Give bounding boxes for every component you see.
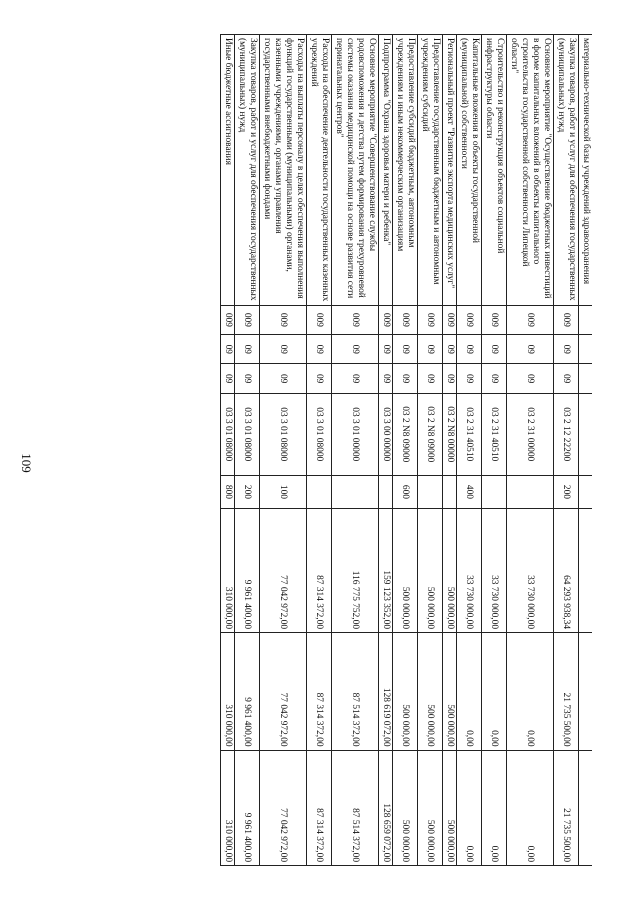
expense-type-code: [507, 475, 554, 509]
sum-year-3: 500 000,00: [418, 750, 443, 865]
expense-type-code: [443, 475, 457, 509]
expense-type-code: 800: [221, 475, 235, 509]
glava-code: 009: [332, 305, 379, 334]
sum-year-2: 0,00: [507, 633, 554, 751]
glava-code: 009: [507, 305, 554, 334]
razdel-code: 09: [554, 335, 579, 364]
sum-year-2: 87 514 372,00: [332, 633, 379, 751]
row-name: Предоставление субсидий бюджетным, автономным учреждениям и иным некоммерческим организациям: [393, 35, 418, 306]
sum-year-3: 500 000,00: [393, 750, 418, 865]
podrazdel-code: 09: [235, 364, 260, 393]
table-row: [418, 35, 443, 866]
sum-year-3: 87 314 372,00: [307, 750, 332, 865]
sum-year-2: 21 735 500,00: [554, 633, 579, 751]
sum-year-2: 500 000,00: [418, 633, 443, 751]
sum-year-3: 0,00: [457, 750, 482, 865]
podrazdel-code: 09: [457, 364, 482, 393]
glava-code: 009: [457, 305, 482, 334]
razdel-code: 09: [443, 335, 457, 364]
sum-year-1: 64 293 938,34: [554, 509, 579, 633]
podrazdel-code: 09: [418, 364, 443, 393]
sum-year-1: 33 730 000,00: [507, 509, 554, 633]
sum-year-1: 33 730 000,00: [482, 509, 507, 633]
sum-year-1: 310 000,00: [221, 509, 235, 633]
sum-year-1: [579, 509, 593, 633]
expense-type-code: [307, 475, 332, 509]
razdel-code: 09: [507, 335, 554, 364]
target-article-code: 03 2 N8 00000: [443, 393, 457, 475]
table-row: [507, 35, 554, 866]
budget-table-body: [221, 35, 593, 866]
podrazdel-code: 09: [393, 364, 418, 393]
target-article-code: 03 3 01 00000: [332, 393, 379, 475]
podrazdel-code: 09: [507, 364, 554, 393]
glava-code: 009: [379, 305, 393, 334]
sum-year-3: 310 000,00: [221, 750, 235, 865]
sum-year-2: 0,00: [482, 633, 507, 751]
razdel-code: 09: [418, 335, 443, 364]
podrazdel-code: 09: [260, 364, 307, 393]
target-article-code: 03 2 31 40510: [457, 393, 482, 475]
sum-year-2: 500 000,00: [443, 633, 457, 751]
sum-year-2: 9 961 400,00: [235, 633, 260, 751]
sum-year-2: 310 000,00: [221, 633, 235, 751]
target-article-code: 03 3 01 08000: [307, 393, 332, 475]
sum-year-3: 21 735 500,00: [554, 750, 579, 865]
table-row: [260, 35, 307, 866]
razdel-code: [579, 335, 593, 364]
target-article-code: 03 3 00 00000: [379, 393, 393, 475]
podrazdel-code: 09: [379, 364, 393, 393]
row-name: Строительство и реконструкция объектов социальной инфраструктуры области: [482, 35, 507, 306]
razdel-code: 09: [235, 335, 260, 364]
expense-type-code: [379, 475, 393, 509]
razdel-code: 09: [332, 335, 379, 364]
sum-year-2: 128 619 072,00: [379, 633, 393, 751]
target-article-code: 03 2 31 40510: [482, 393, 507, 475]
budget-table: [220, 34, 592, 866]
sum-year-3: 77 042 972,00: [260, 750, 307, 865]
sum-year-3: 87 514 372,00: [332, 750, 379, 865]
table-row: [235, 35, 260, 866]
target-article-code: 03 2 N8 09000: [393, 393, 418, 475]
row-name: Расходы на выплаты персоналу в целях обеспечения выполнения функций государственными (муниципальными) органами, казенными учреждениями, органами управления государственными внебюджетными фондами: [260, 35, 307, 306]
table-row: [443, 35, 457, 866]
sum-year-3: 0,00: [482, 750, 507, 865]
podrazdel-code: [579, 364, 593, 393]
glava-code: 009: [307, 305, 332, 334]
glava-code: 009: [482, 305, 507, 334]
table-row: [332, 35, 379, 866]
sum-year-3: 500 000,00: [443, 750, 457, 865]
page-number: 109: [19, 453, 34, 473]
sum-year-1: 500 000,00: [418, 509, 443, 633]
table-row: [307, 35, 332, 866]
glava-code: 009: [221, 305, 235, 334]
table-row: [579, 35, 593, 866]
sum-year-1: 116 775 752,00: [332, 509, 379, 633]
podrazdel-code: 09: [332, 364, 379, 393]
glava-code: [579, 305, 593, 334]
sum-year-2: 77 042 972,00: [260, 633, 307, 751]
row-name: Основное мероприятие "Осуществление бюджетных инвестиций в форме капитальных вложений в объекты капитального строительства государственной собственности Липецкой области": [507, 35, 554, 306]
target-article-code: [579, 393, 593, 475]
target-article-code: 03 2 12 22200: [554, 393, 579, 475]
row-name: Расходы на обеспечение деятельности государственных казенных учреждений: [307, 35, 332, 306]
target-article-code: 03 3 01 08000: [260, 393, 307, 475]
row-name: Основное мероприятие "Совершенствование службы родовспоможения и детства путем формирования трехуровневой системы оказания медицинской помощи на основе развития сети перинатальных центров": [332, 35, 379, 306]
target-article-code: 03 2 N8 09000: [418, 393, 443, 475]
sum-year-1: 500 000,00: [443, 509, 457, 633]
podrazdel-code: 09: [307, 364, 332, 393]
glava-code: 009: [418, 305, 443, 334]
glava-code: 009: [235, 305, 260, 334]
target-article-code: 03 3 01 08000: [235, 393, 260, 475]
sum-year-3: 0,00: [507, 750, 554, 865]
sum-year-2: 0,00: [457, 633, 482, 751]
glava-code: 009: [443, 305, 457, 334]
glava-code: 009: [260, 305, 307, 334]
table-row: [482, 35, 507, 866]
table-row: [393, 35, 418, 866]
sum-year-1: 9 961 400,00: [235, 509, 260, 633]
table-row: [457, 35, 482, 866]
row-name: Предоставление государственным бюджетным и автономным учреждениям субсидий: [418, 35, 443, 306]
razdel-code: 09: [307, 335, 332, 364]
expense-type-code: [482, 475, 507, 509]
sum-year-2: 87 314 372,00: [307, 633, 332, 751]
row-name: Капитальные вложения в объекты государственной (муниципальной) собственности: [457, 35, 482, 306]
sum-year-1: 500 000,00: [393, 509, 418, 633]
razdel-code: 09: [393, 335, 418, 364]
expense-type-code: 600: [393, 475, 418, 509]
table-row: [554, 35, 579, 866]
sum-year-1: 159 123 352,00: [379, 509, 393, 633]
expense-type-code: [418, 475, 443, 509]
glava-code: 009: [393, 305, 418, 334]
expense-type-code: 400: [457, 475, 482, 509]
row-name: Закупка товаров, работ и услуг для обеспечения государственных (муниципальных) нужд: [554, 35, 579, 306]
target-article-code: 03 2 31 00000: [507, 393, 554, 475]
sum-year-2: [579, 633, 593, 751]
row-name: Закупка товаров, работ и услуг для обеспечения государственных (муниципальных) нужд: [235, 35, 260, 306]
razdel-code: 09: [482, 335, 507, 364]
podrazdel-code: 09: [221, 364, 235, 393]
expense-type-code: 200: [235, 475, 260, 509]
row-name: Региональный проект "Развитие экспорта медицинских услуг": [443, 35, 457, 306]
row-name: Иные бюджетные ассигнования: [221, 35, 235, 306]
razdel-code: 09: [221, 335, 235, 364]
sum-year-1: 77 042 972,00: [260, 509, 307, 633]
razdel-code: 09: [260, 335, 307, 364]
razdel-code: 09: [379, 335, 393, 364]
sum-year-2: 500 000,00: [393, 633, 418, 751]
rotated-document: [220, 34, 592, 866]
podrazdel-code: 09: [554, 364, 579, 393]
target-article-code: 03 3 01 08000: [221, 393, 235, 475]
expense-type-code: 100: [260, 475, 307, 509]
sum-year-3: [579, 750, 593, 865]
sum-year-3: 9 961 400,00: [235, 750, 260, 865]
table-row: [379, 35, 393, 866]
expense-type-code: [579, 475, 593, 509]
glava-code: 009: [554, 305, 579, 334]
podrazdel-code: 09: [482, 364, 507, 393]
row-name: материально-технической базы учреждений здравоохранения: [579, 35, 593, 306]
podrazdel-code: 09: [443, 364, 457, 393]
expense-type-code: [332, 475, 379, 509]
sum-year-1: 33 730 000,00: [457, 509, 482, 633]
table-row: [221, 35, 235, 866]
sum-year-3: 128 659 072,00: [379, 750, 393, 865]
razdel-code: 09: [457, 335, 482, 364]
expense-type-code: 200: [554, 475, 579, 509]
row-name: Подпрограмма "Охрана здоровья матери и ребенка": [379, 35, 393, 306]
sum-year-1: 87 314 372,00: [307, 509, 332, 633]
